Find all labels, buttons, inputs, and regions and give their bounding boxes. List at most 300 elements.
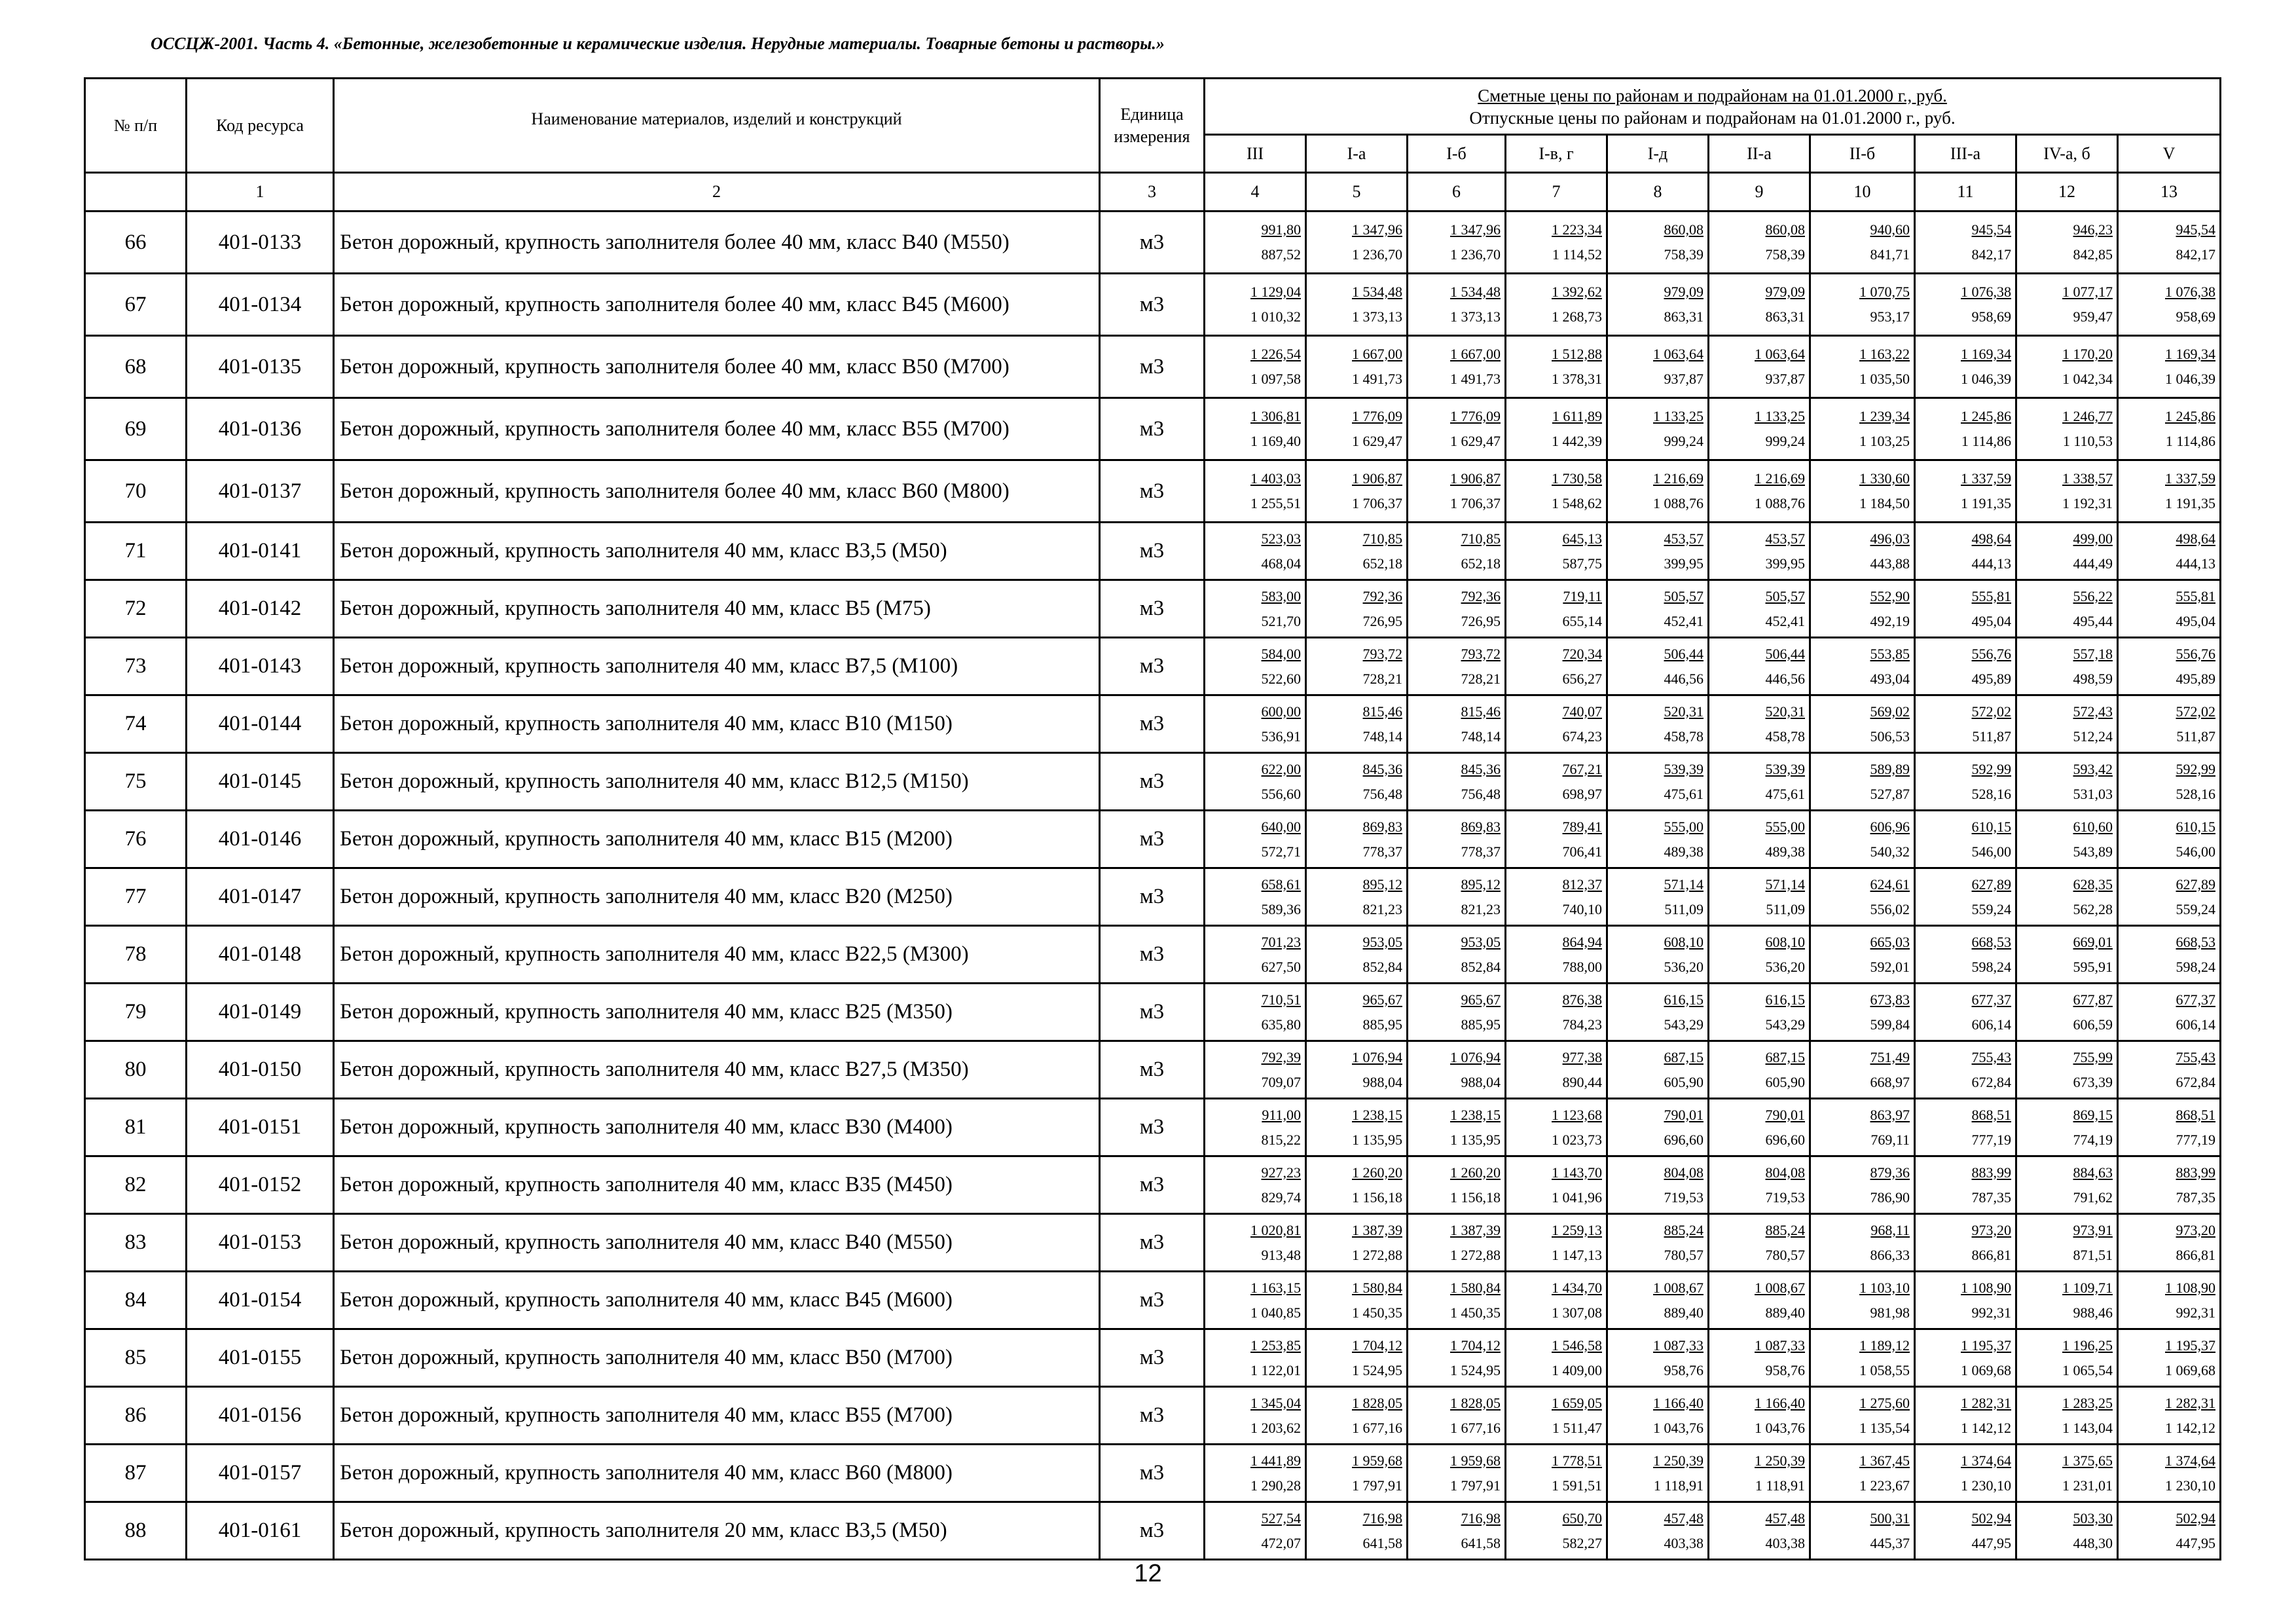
price-cell (1506, 1156, 1607, 1214)
table-row (85, 811, 2221, 868)
estimate-price: 1 169,34 (1961, 346, 2011, 362)
estimate-price: 622,00 (1261, 760, 1301, 777)
estimate-price: 1 063,64 (1653, 346, 1704, 362)
release-price: 1 042,34 (2062, 371, 2113, 387)
price-cell (1810, 1502, 1915, 1560)
release-price: 1 143,04 (2062, 1419, 2113, 1436)
estimate-price: 1 063,64 (1755, 346, 1805, 362)
estimate-price: 610,15 (1971, 818, 2011, 835)
price-cell (2118, 336, 2221, 398)
unit: м3 (1100, 1214, 1205, 1272)
row-index: 83 (85, 1214, 187, 1272)
table-row (85, 1156, 2221, 1214)
price-cell (1506, 1329, 1607, 1387)
price-cell (2016, 1214, 2118, 1272)
price-cell (1915, 926, 2016, 984)
estimate-price: 556,76 (2176, 645, 2215, 662)
price-cell (1408, 984, 1506, 1041)
release-price: 889,40 (1765, 1304, 1805, 1321)
price-cell (1810, 274, 1915, 336)
estimate-price: 608,10 (1664, 933, 1704, 950)
release-price: 1 135,95 (1352, 1131, 1402, 1148)
release-price: 448,30 (2073, 1534, 2113, 1551)
release-price: 1 236,70 (1352, 246, 1402, 263)
row-index: 67 (85, 274, 187, 336)
release-price: 821,23 (1461, 900, 1501, 917)
estimate-price: 965,67 (1461, 991, 1501, 1008)
release-price: 1 142,12 (2165, 1419, 2215, 1436)
release-price: 512,24 (2073, 728, 2113, 745)
estimate-price: 673,83 (1870, 991, 1910, 1008)
release-price: 852,84 (1362, 958, 1402, 975)
release-price: 559,24 (2176, 900, 2215, 917)
release-price: 1 023,73 (1552, 1131, 1602, 1148)
estimate-price: 792,36 (1362, 587, 1402, 604)
estimate-price: 755,43 (2176, 1048, 2215, 1065)
row-index: 69 (85, 398, 187, 460)
estimate-price: 1 223,34 (1552, 221, 1602, 238)
price-cell (1915, 868, 2016, 926)
release-price: 1 114,52 (1552, 246, 1602, 263)
estimate-price: 1 959,68 (1450, 1452, 1501, 1469)
price-cell (1205, 811, 1306, 868)
release-price: 559,24 (1971, 900, 2011, 917)
release-price: 1 511,47 (1552, 1419, 1602, 1436)
estimate-price: 1 166,40 (1653, 1394, 1704, 1411)
price-cell (1709, 753, 1810, 811)
estimate-price: 1 008,67 (1653, 1279, 1704, 1296)
price-cell (1408, 336, 1506, 398)
release-price: 562,28 (2073, 900, 2113, 917)
estimate-price: 677,87 (2073, 991, 2113, 1008)
estimate-price: 687,15 (1765, 1048, 1805, 1065)
release-price: 1 069,68 (2165, 1361, 2215, 1378)
table-row (85, 212, 2221, 274)
price-cell (1205, 868, 1306, 926)
estimate-price: 895,12 (1362, 876, 1402, 893)
release-price: 885,95 (1461, 1016, 1501, 1033)
release-price: 511,09 (1664, 900, 1704, 917)
release-price: 992,31 (1971, 1304, 2011, 1321)
release-price: 506,53 (1870, 728, 1910, 745)
price-cell (2016, 523, 2118, 580)
page-number: 12 (1134, 1560, 1162, 1587)
estimate-price: 1 282,31 (1961, 1394, 2011, 1411)
estimate-price: 1 374,64 (1961, 1452, 2011, 1469)
row-index: 77 (85, 868, 187, 926)
estimate-price: 1 667,00 (1352, 346, 1402, 362)
price-cell (1408, 638, 1506, 695)
price-cell (1408, 523, 1506, 580)
estimate-price: 755,99 (2073, 1048, 2113, 1065)
estimate-price: 572,02 (2176, 703, 2215, 720)
release-price: 546,00 (2176, 843, 2215, 860)
release-price: 756,48 (1362, 785, 1402, 802)
release-price: 1 524,95 (1352, 1361, 1402, 1378)
release-price: 787,35 (2176, 1189, 2215, 1206)
material-name: Бетон дорожный, крупность заполнителя 40 мм, класс В12,5 (М150) (334, 753, 1100, 811)
material-name: Бетон дорожный, крупность заполнителя 40 мм, класс В5 (М75) (334, 580, 1100, 638)
release-price: 1 203,62 (1250, 1419, 1301, 1436)
col-header-unit: Единица измерения (1100, 79, 1205, 173)
release-price: 758,39 (1664, 246, 1704, 263)
unit: м3 (1100, 274, 1205, 336)
price-cell (1607, 753, 1709, 811)
estimate-price: 539,39 (1765, 760, 1805, 777)
price-cell (2118, 1099, 2221, 1156)
release-price: 1 378,31 (1552, 371, 1602, 387)
release-price: 673,39 (2073, 1073, 2113, 1090)
price-cell (1408, 1329, 1506, 1387)
column-number-empty (85, 173, 187, 212)
release-price: 606,14 (2176, 1016, 2215, 1033)
resource-code: 401-0155 (187, 1329, 334, 1387)
table-header (85, 79, 2221, 212)
estimate-price: 592,99 (2176, 760, 2215, 777)
unit: м3 (1100, 336, 1205, 398)
price-cell (1205, 753, 1306, 811)
material-name: Бетон дорожный, крупность заполнителя 40 мм, класс В22,5 (М300) (334, 926, 1100, 984)
unit: м3 (1100, 580, 1205, 638)
release-price: 1 088,76 (1653, 495, 1704, 511)
estimate-price: 1 239,34 (1859, 408, 1910, 424)
release-price: 1 272,88 (1352, 1246, 1402, 1263)
price-cell (2118, 1329, 2221, 1387)
release-price: 1 230,10 (2165, 1477, 2215, 1494)
price-cell (1709, 1272, 1810, 1329)
price-cell (1607, 398, 1709, 460)
document-header-title: ОССЦЖ-2001. Часть 4. «Бетонные, железобетонные и керамические изделия. Нерудные материалы. Товарные бетоны и растворы.» (151, 34, 1165, 53)
release-price: 446,56 (1765, 670, 1805, 687)
region-header: II-а (1709, 135, 1810, 173)
release-price: 1 142,12 (1961, 1419, 2011, 1436)
release-price: 1 491,73 (1450, 371, 1501, 387)
price-cell (1810, 638, 1915, 695)
release-price: 641,58 (1461, 1534, 1501, 1551)
price-cell (1306, 1272, 1408, 1329)
estimate-price: 677,37 (1971, 991, 2011, 1008)
estimate-price: 1 337,59 (2165, 470, 2215, 487)
estimate-price: 973,91 (2073, 1221, 2113, 1238)
resource-code: 401-0145 (187, 753, 334, 811)
release-prices-caption: Отпускные цены по районам и подрайонам на 01.01.2000 г., руб. (1469, 107, 1956, 128)
release-price: 495,89 (2176, 670, 2215, 687)
price-cell (1306, 1387, 1408, 1445)
estimate-price: 1 087,33 (1755, 1337, 1805, 1354)
estimate-price: 1 347,96 (1450, 221, 1501, 238)
release-price: 981,98 (1870, 1304, 1910, 1321)
price-cell (2016, 1502, 2118, 1560)
price-cell (2016, 695, 2118, 753)
price-cell (1506, 1502, 1607, 1560)
price-cell (1915, 212, 2016, 274)
col-header-code: Код ресурса (187, 79, 334, 173)
region-header: V (2118, 135, 2221, 173)
release-price: 958,69 (1971, 308, 2011, 325)
price-cell (2118, 1156, 2221, 1214)
price-cell (1810, 1041, 1915, 1099)
estimate-price: 973,20 (2176, 1221, 2215, 1238)
resource-code: 401-0141 (187, 523, 334, 580)
estimate-price: 968,11 (1870, 1221, 1910, 1238)
resource-code: 401-0148 (187, 926, 334, 984)
estimate-price: 677,37 (2176, 991, 2215, 1008)
release-price: 1 797,91 (1352, 1477, 1402, 1494)
release-price: 1 192,31 (2062, 495, 2113, 511)
estimate-price: 506,44 (1664, 645, 1704, 662)
release-price: 521,70 (1261, 612, 1301, 629)
unit: м3 (1100, 1041, 1205, 1099)
column-number: 12 (2016, 173, 2118, 212)
unit: м3 (1100, 398, 1205, 460)
price-cell (1205, 1156, 1306, 1214)
estimate-price: 864,94 (1562, 933, 1602, 950)
estimate-price: 1 387,39 (1352, 1221, 1402, 1238)
release-price: 1 524,95 (1450, 1361, 1501, 1378)
material-name: Бетон дорожный, крупность заполнителя 20 мм, класс В3,5 (М50) (334, 1502, 1100, 1560)
estimate-price: 845,36 (1461, 760, 1501, 777)
release-price: 791,62 (2073, 1189, 2113, 1206)
material-name: Бетон дорожный, крупность заполнителя 40 мм, класс В30 (М400) (334, 1099, 1100, 1156)
price-cell (1408, 1214, 1506, 1272)
release-price: 652,18 (1461, 555, 1501, 572)
price-cell (1915, 1502, 2016, 1560)
estimate-price: 884,63 (2073, 1164, 2113, 1181)
table-row (85, 1272, 2221, 1329)
table-row (85, 523, 2221, 580)
price-cell (1607, 1272, 1709, 1329)
estimate-price: 665,03 (1870, 933, 1910, 950)
estimate-price: 555,00 (1765, 818, 1805, 835)
estimate-price: 555,81 (2176, 587, 2215, 604)
release-price: 458,78 (1664, 728, 1704, 745)
price-cell (1408, 926, 1506, 984)
estimate-price: 584,00 (1261, 645, 1301, 662)
release-price: 656,27 (1562, 670, 1602, 687)
release-price: 495,04 (1971, 612, 2011, 629)
price-cell (1915, 336, 2016, 398)
price-cell (1205, 1502, 1306, 1560)
release-price: 866,81 (2176, 1246, 2215, 1263)
release-price: 1 118,91 (1755, 1477, 1805, 1494)
price-cell (1810, 580, 1915, 638)
price-cell (2016, 638, 2118, 695)
price-cell (1915, 460, 2016, 523)
estimate-price: 869,83 (1362, 818, 1402, 835)
unit: м3 (1100, 926, 1205, 984)
release-price: 1 043,76 (1755, 1419, 1805, 1436)
estimate-price: 1 238,15 (1450, 1106, 1501, 1123)
unit: м3 (1100, 753, 1205, 811)
price-cell (1506, 926, 1607, 984)
price-cell (2118, 638, 2221, 695)
price-cell (1810, 460, 1915, 523)
release-price: 1 046,39 (1961, 371, 2011, 387)
price-cell (1915, 1272, 2016, 1329)
release-price: 1 231,01 (2062, 1477, 2113, 1494)
price-cell (1810, 1099, 1915, 1156)
row-index: 86 (85, 1387, 187, 1445)
estimate-price: 876,38 (1562, 991, 1602, 1008)
price-cell (1607, 1156, 1709, 1214)
estimate-price: 1 441,89 (1250, 1452, 1301, 1469)
price-cell (1506, 753, 1607, 811)
estimate-price: 1 133,25 (1755, 408, 1805, 424)
estimate-price: 720,34 (1562, 645, 1602, 662)
estimate-price: 1 189,12 (1859, 1337, 1910, 1354)
price-cell (2016, 1156, 2118, 1214)
release-price: 399,95 (1765, 555, 1805, 572)
release-price: 740,10 (1562, 900, 1602, 917)
release-price: 953,17 (1870, 308, 1910, 325)
release-price: 495,44 (2073, 612, 2113, 629)
release-price: 1 409,00 (1552, 1361, 1602, 1378)
release-price: 498,59 (2073, 670, 2113, 687)
resource-code: 401-0153 (187, 1214, 334, 1272)
release-price: 815,22 (1261, 1131, 1301, 1148)
release-price: 1 147,13 (1552, 1246, 1602, 1263)
estimate-price: 845,36 (1362, 760, 1402, 777)
price-cell (2118, 984, 2221, 1041)
release-price: 447,95 (1971, 1534, 2011, 1551)
resource-code: 401-0152 (187, 1156, 334, 1214)
price-table (84, 77, 2221, 1560)
unit: м3 (1100, 1502, 1205, 1560)
release-price: 777,19 (1971, 1131, 2011, 1148)
estimate-price: 502,94 (2176, 1509, 2215, 1526)
estimate-price: 505,57 (1765, 587, 1805, 604)
price-cell (1306, 212, 1408, 274)
price-cell (1408, 580, 1506, 638)
price-cell (1506, 398, 1607, 460)
release-price: 769,11 (1870, 1131, 1910, 1148)
release-price: 668,97 (1870, 1073, 1910, 1090)
row-index: 79 (85, 984, 187, 1041)
release-price: 1 373,13 (1450, 308, 1501, 325)
row-index: 66 (85, 212, 187, 274)
price-cell (1607, 580, 1709, 638)
price-cell (1810, 1387, 1915, 1445)
estimate-price: 1 667,00 (1450, 346, 1501, 362)
price-cell (1810, 398, 1915, 460)
estimate-price: 1 166,40 (1755, 1394, 1805, 1411)
unit: м3 (1100, 1445, 1205, 1502)
release-price: 958,76 (1765, 1361, 1805, 1378)
estimate-price: 640,00 (1261, 818, 1301, 835)
price-cell (1915, 695, 2016, 753)
row-index: 75 (85, 753, 187, 811)
material-name: Бетон дорожный, крупность заполнителя более 40 мм, класс В40 (М550) (334, 212, 1100, 274)
release-price: 468,04 (1261, 555, 1301, 572)
estimate-price: 1 959,68 (1352, 1452, 1402, 1469)
estimate-price: 608,10 (1765, 933, 1805, 950)
price-cell (1408, 868, 1506, 926)
price-cell (1306, 580, 1408, 638)
release-price: 988,04 (1461, 1073, 1501, 1090)
estimate-price: 1 704,12 (1352, 1337, 1402, 1354)
estimate-price: 885,24 (1765, 1221, 1805, 1238)
price-cell (2118, 212, 2221, 274)
release-price: 531,03 (2073, 785, 2113, 802)
estimate-price: 991,80 (1261, 221, 1301, 238)
unit: м3 (1100, 811, 1205, 868)
price-cell (1709, 274, 1810, 336)
release-price: 627,50 (1261, 958, 1301, 975)
price-cell (1607, 212, 1709, 274)
estimate-price: 500,31 (1870, 1509, 1910, 1526)
estimate-price: 804,08 (1664, 1164, 1704, 1181)
estimate-price: 1 704,12 (1450, 1337, 1501, 1354)
table-row (85, 984, 2221, 1041)
price-cell (1306, 523, 1408, 580)
price-cell (1205, 460, 1306, 523)
price-cell (1810, 753, 1915, 811)
price-cell (1810, 868, 1915, 926)
release-price: 1 040,85 (1250, 1304, 1301, 1321)
estimate-price: 1 250,39 (1755, 1452, 1805, 1469)
material-name: Бетон дорожный, крупность заполнителя более 40 мм, класс В60 (М800) (334, 460, 1100, 523)
release-price: 988,46 (2073, 1304, 2113, 1321)
resource-code: 401-0149 (187, 984, 334, 1041)
estimate-price: 1 534,48 (1450, 284, 1501, 300)
estimate-price: 977,38 (1562, 1048, 1602, 1065)
release-price: 543,29 (1765, 1016, 1805, 1033)
unit: м3 (1100, 1099, 1205, 1156)
release-price: 635,80 (1261, 1016, 1301, 1033)
release-price: 780,57 (1664, 1246, 1704, 1263)
price-cell (1709, 212, 1810, 274)
estimate-price: 1 906,87 (1352, 470, 1402, 487)
estimate-price: 600,00 (1261, 703, 1301, 720)
release-price: 1 088,76 (1755, 495, 1805, 511)
estimate-price: 1 087,33 (1653, 1337, 1704, 1354)
price-cell (1607, 695, 1709, 753)
release-price: 446,56 (1664, 670, 1704, 687)
estimate-price: 1 169,34 (2165, 346, 2215, 362)
price-cell (1810, 336, 1915, 398)
estimate-price: 1 216,69 (1653, 470, 1704, 487)
price-cell (1915, 811, 2016, 868)
price-cell (1408, 1502, 1506, 1560)
region-header: I-в, г (1506, 135, 1607, 173)
release-price: 444,49 (2073, 555, 2113, 572)
release-price: 1 097,58 (1250, 371, 1301, 387)
estimate-price: 1 403,03 (1250, 470, 1301, 487)
estimate-price: 593,42 (2073, 760, 2113, 777)
release-price: 1 706,37 (1450, 495, 1501, 511)
release-price: 511,87 (1972, 728, 2011, 745)
price-cell (1205, 212, 1306, 274)
estimate-price: 1 580,84 (1352, 1279, 1402, 1296)
release-price: 522,60 (1261, 670, 1301, 687)
estimate-price: 879,36 (1870, 1164, 1910, 1181)
row-index: 88 (85, 1502, 187, 1560)
price-cell (1709, 398, 1810, 460)
price-cell (1810, 984, 1915, 1041)
price-cell (1915, 523, 2016, 580)
price-cell (1506, 460, 1607, 523)
price-cell (1709, 1387, 1810, 1445)
row-index: 74 (85, 695, 187, 753)
price-cell (1506, 1041, 1607, 1099)
estimate-price: 453,57 (1664, 530, 1704, 547)
estimate-price: 503,30 (2073, 1509, 2113, 1526)
estimate-price: 1 330,60 (1859, 470, 1910, 487)
column-number: 3 (1100, 173, 1205, 212)
release-price: 871,51 (2073, 1246, 2113, 1263)
table-row (85, 1445, 2221, 1502)
estimate-price: 453,57 (1765, 530, 1805, 547)
